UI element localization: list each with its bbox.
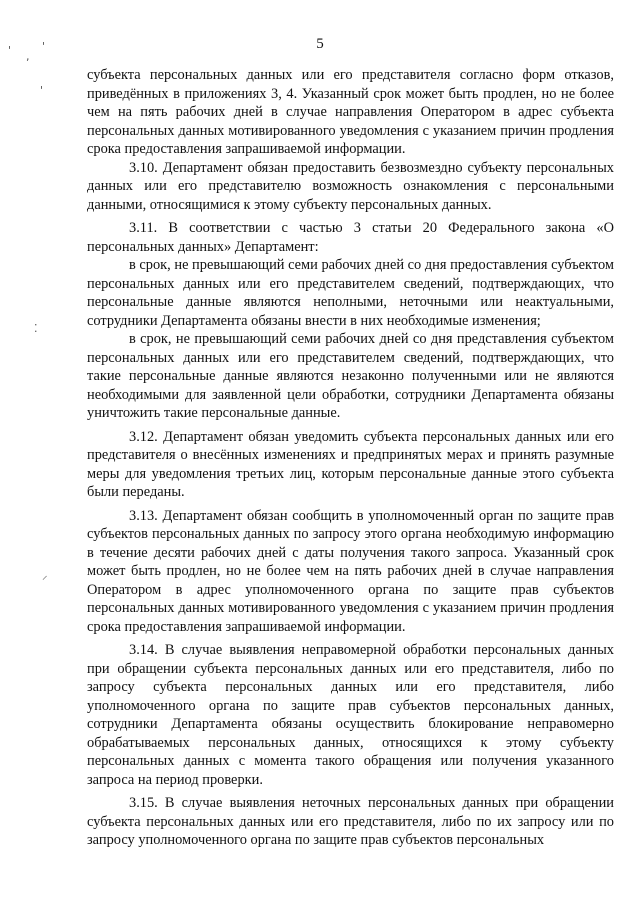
scan-mark: ⸝	[42, 569, 48, 582]
paragraph-3-15: 3.15. В случае выявления неточных персональных данных при обращении субъекта персональных данных или его представителя, либо по их запросу или по запросу уполномоченного органа по защите прав субъектов персональных	[87, 795, 614, 848]
document-body	[87, 66, 614, 850]
paragraph-continuation: субъекта персональных данных или его представителя согласно форм отказов, приведённых в приложениях 3, 4. Указанный срок может быть продлен, но не более чем на пять рабочих дней в случае направления Оператором в адрес субъекта персональных данных мотивированного уведомления с указанием причин продления срока предоставления запрашиваемой информации.	[87, 67, 614, 157]
scan-mark: ,	[26, 50, 30, 63]
paragraph-3-13: 3.13. Департамент обязан сообщить в уполномоченный орган по защите прав субъектов персональных данных по запросу этого органа необходимую информацию в течение десяти рабочих дней с даты получения такого запроса. Указанный срок может быть продлен, но не более чем на пять рабочих дней в случае направления Оператором в адрес уполномоченного органа по защите прав субъектов персональных данных мотивированного уведомления с указанием причин продления срока предоставления запрашиваемой информации.	[87, 507, 614, 635]
scan-mark: '	[42, 40, 46, 53]
paragraph-3-11-item-1: в срок, не превышающий семи рабочих дней со дня предоставления субъектом персональных данных или его представителем сведений, подтверждающих, что персональные данные являются неполными, неточными или неактуальными, сотрудники Департамента обязаны внести в них необходимые изменения;	[87, 257, 614, 329]
scan-mark: '	[8, 44, 12, 57]
scan-mark: ⁚	[34, 322, 38, 335]
paragraph-3-11-item-2: в срок, не превышающий семи рабочих дней со дня представления субъектом персональных данных или его представителем сведений, подтверждающих, что такие персональные данные являются незаконно полученными или не являются необходимыми для заявленной цели обработки, сотрудники Департамента обязаны уничтожить такие персональные данные.	[87, 331, 614, 421]
page-number: 5	[316, 36, 324, 52]
paragraph-3-14: 3.14. В случае выявления неправомерной обработки персональных данных при обращении субъекта персональных данных или его представителя, либо по запросу субъекта персональных данных или его представителя, либо уполномоченного органа по защите прав субъектов персональных данных, сотрудники Департамента обязаны осуществить блокирование неправомерно обрабатываемых персональных данных, относящихся к этому субъекту персональных данных с момента такого обращения или получения указанного запроса на период проверки.	[87, 642, 614, 788]
paragraph-3-12: 3.12. Департамент обязан уведомить субъекта персональных данных или его представителя о внесённых изменениях и предпринятых мерах и принять разумные меры для уведомления третьих лиц, которым персональные данные этого субъекта были переданы.	[87, 428, 614, 500]
paragraph-3-11: 3.11. В соответствии с частью 3 статьи 20 Федерального закона «О персональных данных» Департамент:	[87, 220, 614, 255]
paragraph-3-10: 3.10. Департамент обязан предоставить безвозмездно субъекту персональных данных или его представителю возможность ознакомления с персональными данными, относящимися к этому субъекту персональных данных.	[87, 159, 614, 213]
scan-mark: '	[40, 84, 44, 97]
